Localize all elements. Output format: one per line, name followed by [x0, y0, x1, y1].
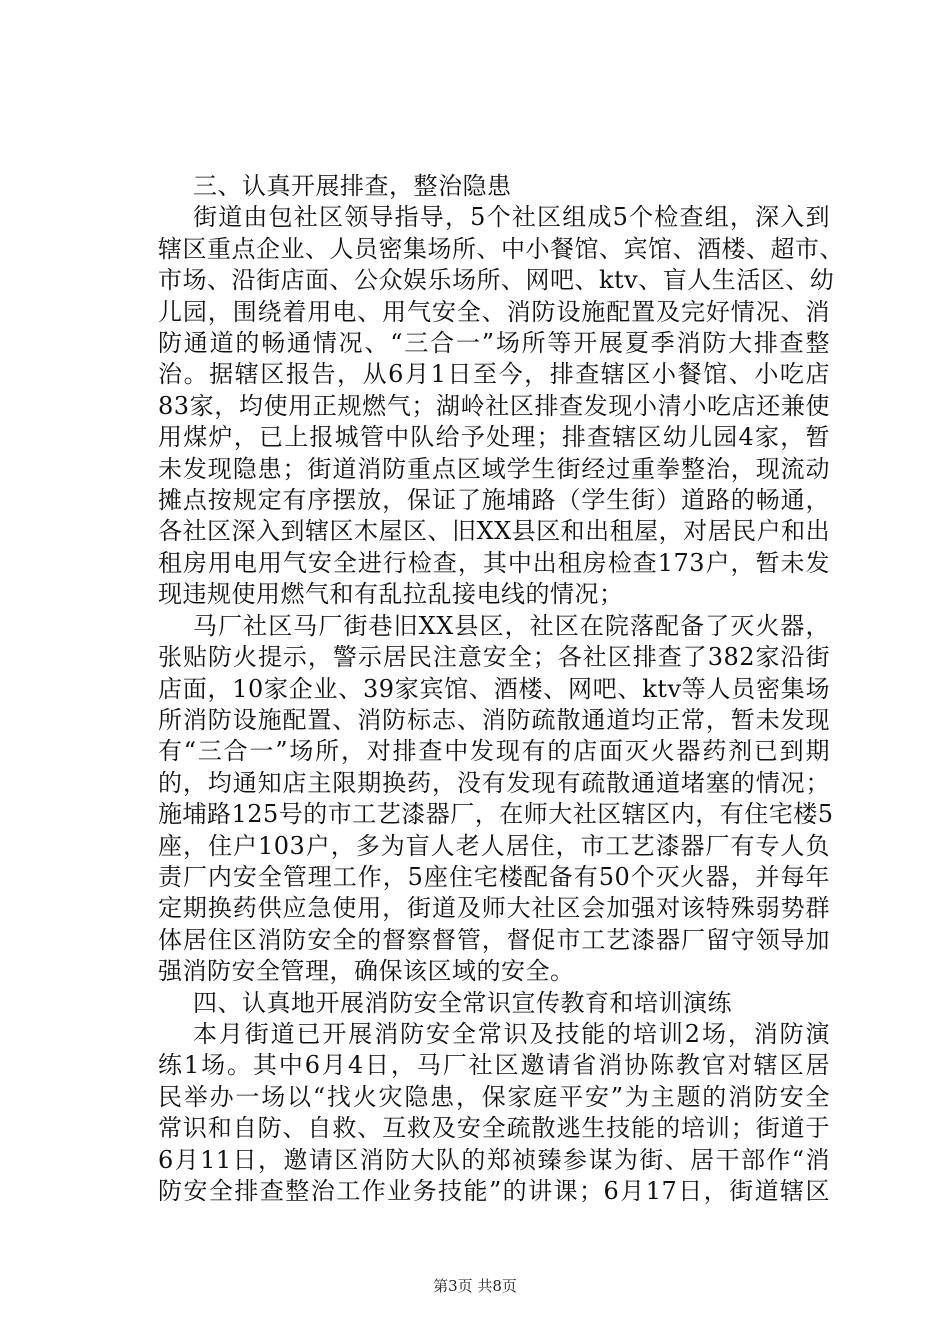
paragraph-line: 用煤炉，已上报城管中队给予处理；排查辖区幼儿园4家，暂 [158, 423, 830, 452]
paragraph-line: 治。据辖区报告，从6月1日至今，排查辖区小餐馆、小吃店 [158, 360, 830, 389]
document-body [158, 171, 844, 1207]
section-heading-4: 四、认真地开展消防安全常识宣传教育和培训演练 [193, 988, 732, 1017]
paragraph-line: 练1场。其中6月4日，马厂社区邀请省消协陈教官对辖区居 [158, 1051, 830, 1080]
paragraph-line: 民举办一场以“找火灾隐患，保家庭平安”为主题的消防安全 [158, 1082, 830, 1111]
paragraph-line: 现违规使用燃气和有乱拉乱接电线的情况； [158, 580, 624, 609]
paragraph-line: 儿园，围绕着用电、用气安全、消防设施配置及完好情况、消 [158, 297, 830, 326]
paragraph-line: 83家，均使用正规燃气；湖岭社区排查发现小清小吃店还兼使 [158, 391, 830, 420]
paragraph-line: 强消防安全管理，确保该区域的安全。 [158, 957, 575, 986]
paragraph-line: 所消防设施配置、消防标志、消防疏散通道均正常，暂未发现 [158, 705, 830, 734]
paragraph-line: 的，均通知店主限期换药，没有发现有疏散通道堵塞的情况； [158, 768, 830, 797]
paragraph-line: 租房用电用气安全进行检查，其中出租房检查173户，暂未发 [158, 548, 830, 577]
paragraph-line: 本月街道已开展消防安全常识及技能的培训2场，消防演 [193, 1019, 830, 1048]
paragraph-line: 街道由包社区领导指导，5个社区组成5个检查组，深入到 [193, 203, 830, 232]
paragraph-line: 市场、沿街店面、公众娱乐场所、网吧、ktv、盲人生活区、幼 [158, 266, 835, 295]
paragraph-line: 体居住区消防安全的督察督管，督促市工艺漆器厂留守领导加 [158, 925, 830, 954]
paragraph-line: 辖区重点企业、人员密集场所、中小餐馆、宾馆、酒楼、超市、 [158, 234, 844, 263]
paragraph-line: 防通道的畅通情况、“三合一”场所等开展夏季消防大排查整 [158, 329, 830, 358]
paragraph-line: 未发现隐患；街道消防重点区域学生街经过重拳整治，现流动 [158, 454, 830, 483]
paragraph-line: 摊点按规定有序摆放，保证了施埔路（学生街）道路的畅通， [158, 486, 830, 515]
paragraph-line: 各社区深入到辖区木屋区、旧XX县区和出租屋，对居民户和出 [158, 517, 831, 546]
paragraph-line: 施埔路125号的市工艺漆器厂，在师大社区辖区内，有住宅楼5 [158, 800, 834, 829]
paragraph-line: 防安全排查整治工作业务技能”的讲课；6月17日，街道辖区 [158, 1177, 830, 1205]
paragraph-line: 责厂内安全管理工作，5座住宅楼配备有50个灭火器，并每年 [158, 862, 830, 891]
paragraph-line: 6月11日，邀请区消防大队的郑祯臻参谋为街、居干部作“消 [158, 1145, 830, 1174]
paragraph-line: 座，住户103户，多为盲人老人居住，市工艺漆器厂有专人负 [158, 831, 830, 860]
section-heading-3: 三、认真开展排查，整治隐患 [193, 172, 512, 200]
paragraph-line: 张贴防火提示，警示居民注意安全；各社区排查了382家沿街 [158, 643, 830, 672]
paragraph-line: 定期换药供应急使用，街道及师大社区会加强对该特殊弱势群 [158, 894, 830, 923]
paragraph-line: 马厂社区马厂街巷旧XX县区，社区在院落配备了灭火器， [193, 611, 830, 640]
paragraph-line: 有“三合一”场所，对排查中发现有的店面灭火器药剂已到期 [158, 737, 830, 766]
page-number-footer: 第3页 共8页 [433, 1277, 517, 1295]
paragraph-line: 店面，10家企业、39家宾馆、酒楼、网吧、ktv等人员密集场 [158, 674, 830, 703]
paragraph-line: 常识和自防、自救、互救及安全疏散逃生技能的培训；街道于 [158, 1114, 830, 1143]
